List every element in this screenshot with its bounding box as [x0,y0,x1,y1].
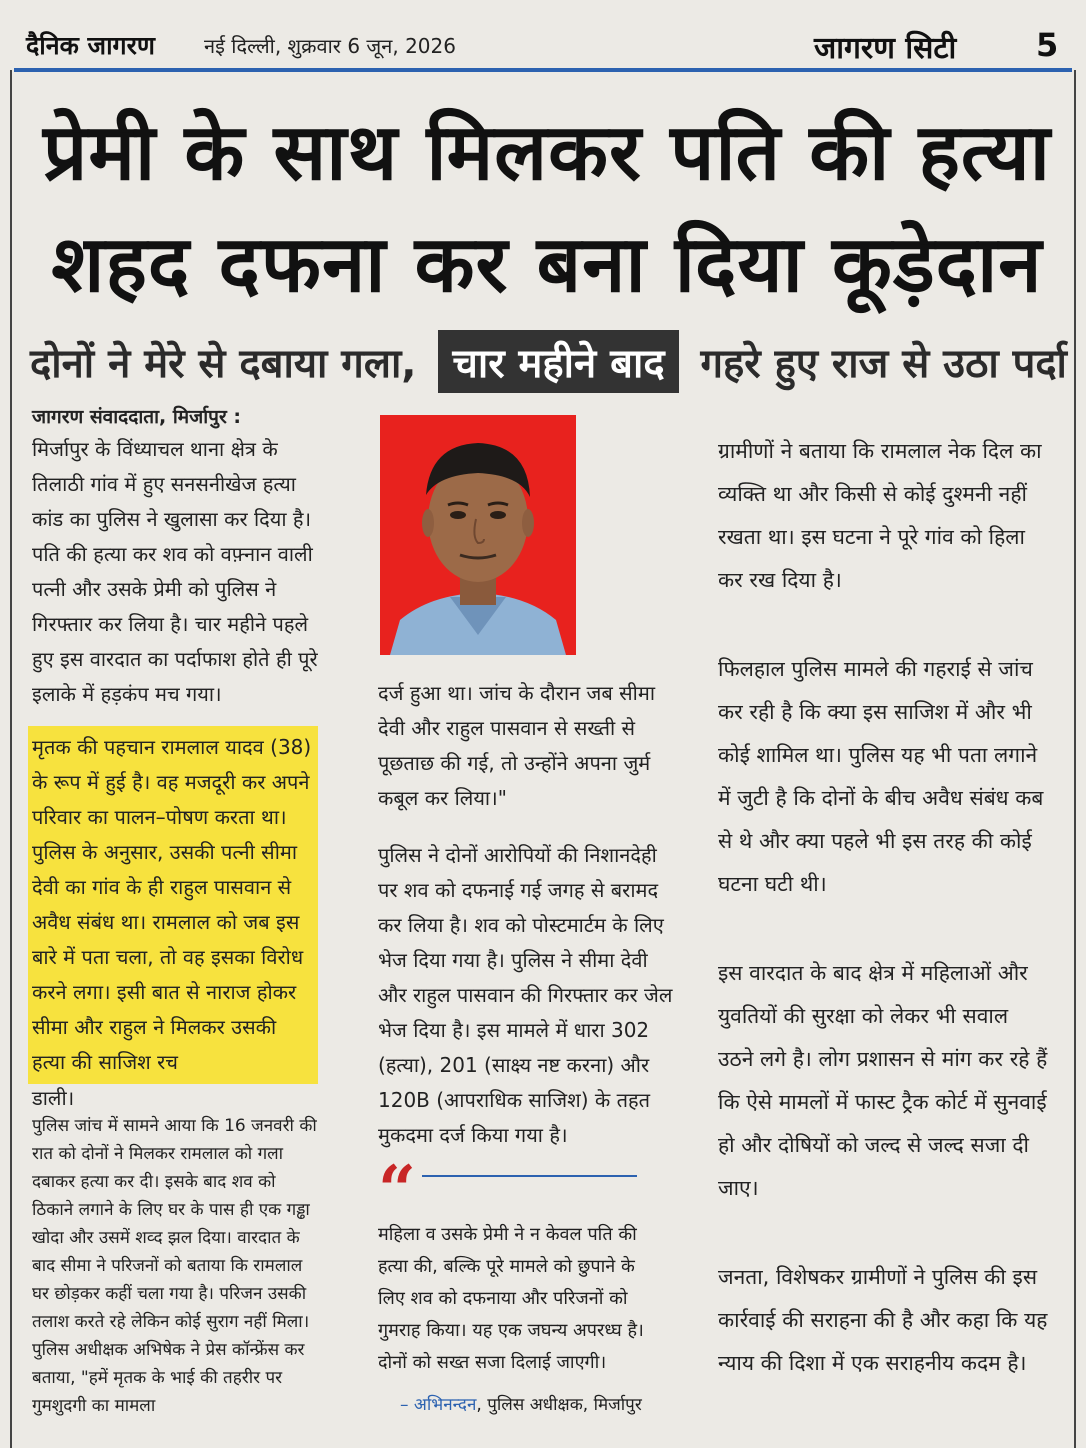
headline-line-2: शहद दफना कर बना दिया कूड़ेदान [51,220,1043,310]
subheadline [30,330,1070,390]
paragraph: पुलिस जांच में सामने आया कि 16 जनवरी की रात को दोनों ने मिलकर रामलाल को गला दबाकर हत्या कर दी। इसके बाद शव को ठिकाने लगाने के लिए घर के पास ही एक गड्ढा खोदा और उसमें शव्द झल दिया। वारदात के बाद सीमा ने परिजनों को बताया कि रामलाल घर छोड़कर कहीं चला गया है। परिजन उसकी तलाश करते रहे लेकिन कोई सुराग नहीं मिला। [32,1116,317,1332]
article-column-2 [378,676,678,1153]
page-number: 5 [1036,26,1059,64]
quote-mark-icon: “ [378,1151,416,1229]
page-border-left [10,70,12,1448]
pull-quote [378,1151,658,1421]
paragraph: इस वारदात के बाद क्षेत्र में महिलाओं और युवतियों की सुरक्षा को लेकर भी सवाल उठने लगे है। लोग प्रशासन से मांग कर रहे हैं कि ऐसे मामलों में फास्ट ट्रैक कोर्ट में सुनवाई हो और दोषियों को जल्द से जल्द सजा दी जाए। [718,961,1048,1200]
highlighted-paragraph: मृतक की पहचान रामलाल यादव (38) के रूप में हुई है। वह मजदूरी कर अपने परिवार का पालन–पोषण करता था। पुलिस के अनुसार, उसकी पत्नी सीमा देवी का गांव के ही राहुल पासवान से अवैध संबंध था। रामलाल को जब इस बारे में पता चला, तो वह इसका विरोध करने लगा। इसी बात से नाराज होकर सीमा और राहुल ने मिलकर उसकी हत्या की साजिश रच [28,726,318,1084]
subheadline-part-2: गहरे हुए राज से उठा पर्दा [700,341,1067,387]
masthead [14,26,1072,66]
victim-photo [380,415,576,655]
paragraph: ग्रामीणों ने बताया कि रामलाल नेक दिल का व्यक्ति था और किसी से कोई दुश्मनी नहीं रखता था। इस घटना ने पूरे गांव को हिला कर रख दिया है। [718,439,1042,592]
byline: जागरण संवाददाता, मिर्जापुर : [32,406,241,428]
attribution-title: , पुलिस अधीक्षक, मिर्जापुर [476,1395,642,1415]
paragraph: दर्ज हुआ था। जांच के दौरान जब सीमा देवी और राहुल पासवान से सख्ती से पूछताछ की गई, तो उन्होंने अपना जुर्म कबूल कर लिया।" [378,681,656,810]
quote-text: महिला व उसके प्रेमी ने न केवल पति की हत्या की, बल्कि पूरे मामले को छुपाने के लिए शव को दफनाया और परिजनों को गुमराह किया। यह एक जघन्य अपरध्घ है। दोनों को सख्त सजा दिलाई जाएगी। [378,1224,644,1373]
newspaper-brand: दैनिक जागरण [26,31,155,60]
headline-line-1: प्रेमी के साथ मिलकर पति की हत्या [43,108,1051,198]
paragraph: मिर्जापुर के विंध्याचल थाना क्षेत्र के तिलाठी गांव में हुए सनसनीखेज हत्या कांड का पुलिस ने खुलासा कर दिया है। पति की हत्या कर शव को वफ़्नान वाली पत्नी और उसके प्रेमी को पुलिस ने गिरफ्तार कर लिया है। चार महीने पहले हुए इस वारदात का पर्दाफाश होते ही पूरे इलाके में हड़कंप मच गया। [32,437,318,706]
subheadline-boxed: चार महीने बाद [438,330,678,393]
attribution-name: अभिनन्दन [413,1395,477,1415]
paragraph: फिलहाल पुलिस मामले की गहराई से जांच कर रही है कि क्या इस साजिश में और भी कोई शामिल था। पुलिस यह भी पता लगाने में जुटी है कि दोनों के बीच अवैध संबंध कब से थे और क्या पहले भी इस तरह की कोई घटना घटी थी। [718,657,1044,896]
masthead-rule [14,68,1072,72]
dateline: नई दिल्ली, शुक्रवार 6 जून, 2026 [204,34,456,58]
paragraph: पुलिस अधीक्षक अभिषेक ने प्रेस कॉन्फ्रेंस कर बताया, "हमें मृतक के भाई की तहरीर पर गुमशुदगी का मामला [32,1340,305,1416]
quote-attribution: – अभिनन्दन, पुलिस अधीक्षक, मिर्जापुर [400,1395,642,1415]
article-column-3 [718,430,1048,1385]
section-title: जागरण सिटी [814,31,957,66]
paragraph-tail: डाली। [32,1086,75,1110]
page-border-right [1074,70,1076,1448]
quote-divider [422,1175,637,1177]
subheadline-part-1: दोनों ने मेरे से दबाया गला, [30,341,417,387]
paragraph: पुलिस ने दोनों आरोपियों की निशानदेही पर शव को दफनाई गई जगह से बरामद कर लिया है। शव को पोस्टमार्टम के लिए भेज दिया गया है। पुलिस ने सीमा देवी और राहुल पासवान की गिरफ्तार कर जेल भेज दिया है। इस मामले में धारा 302 (हत्या), 201 (साक्ष्य नष्ट करना) और 120B (आपराधिक साजिश) के तहत मुकदमा दर्ज किया गया है। [378,843,673,1147]
article-column-1 [32,402,322,1420]
paragraph: जनता, विशेषकर ग्रामीणों ने पुलिस की इस कार्रवाई की सराहना की है और कहा कि यह न्याय की दिशा में एक सराहनीय कदम है। [718,1265,1048,1375]
